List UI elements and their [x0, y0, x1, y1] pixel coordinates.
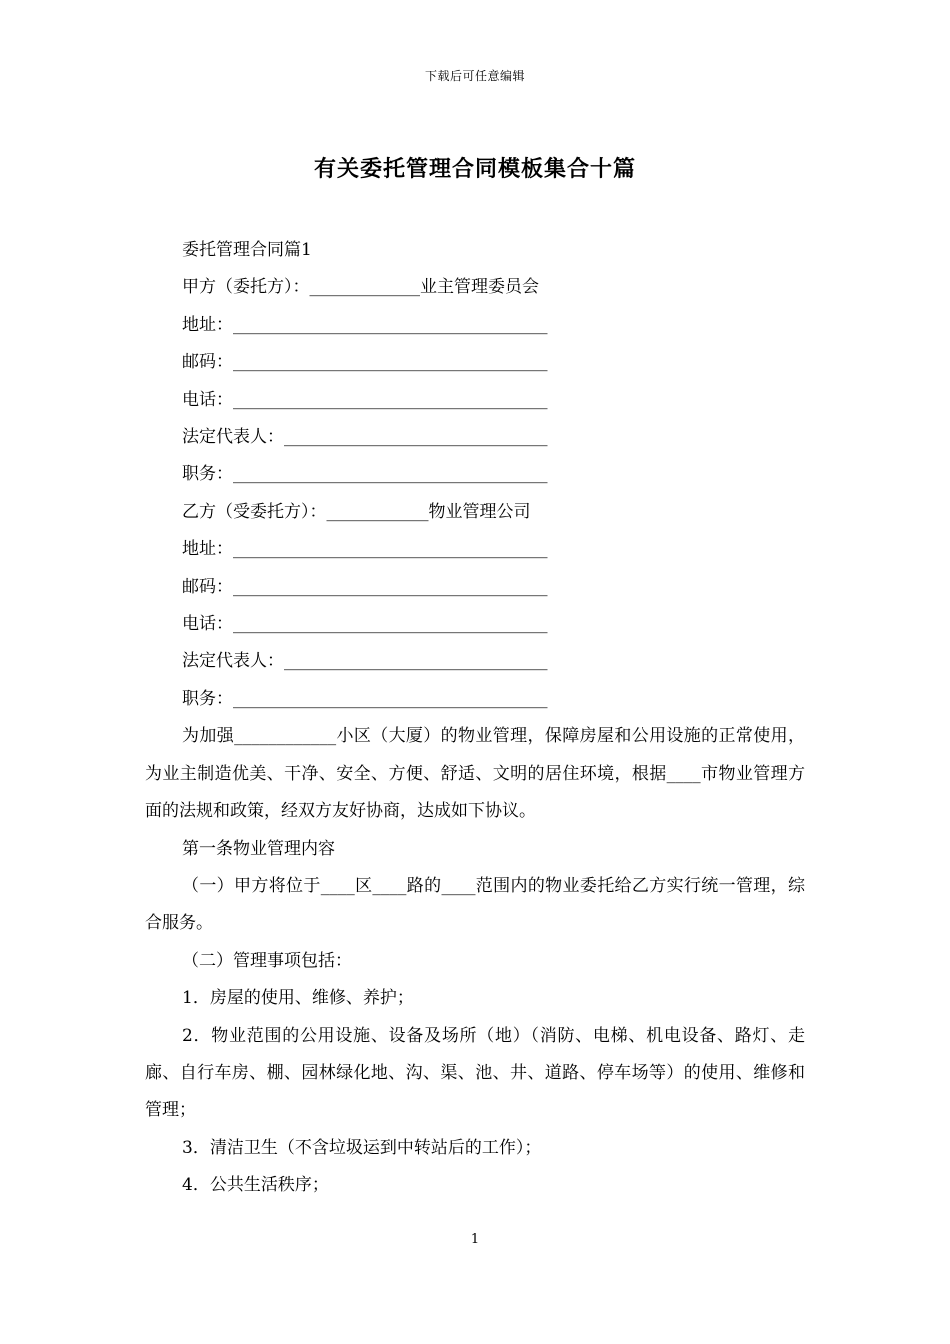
party-a-position: 职务：_____________________________________: [182, 464, 548, 485]
party-b-phone: 电话：_____________________________________: [182, 614, 548, 635]
item-4: 4．公共生活秩序；: [182, 1175, 329, 1196]
article-1-heading: 第一条物业管理内容: [182, 838, 335, 859]
intro-paragraph: 为加强____________小区（大厦）的物业管理，保障房屋和公用设施的正常使用，为业主制造优美、干净、安全、方便、舒适、文明的居住环境，根据____市物业管理方面的法规和政策，经双方友好协商，达成如下协议。: [145, 726, 805, 822]
document-title: 有关委托管理合同模板集合十篇: [313, 156, 636, 182]
party-a-address: 地址：_____________________________________: [182, 314, 548, 335]
party-b-address: 地址：_____________________________________: [182, 539, 548, 560]
party-b-position: 职务：_____________________________________: [182, 688, 548, 709]
party-b-postcode: 邮码：_____________________________________: [182, 576, 548, 597]
item-3: 3．清洁卫生（不含垃圾运到中转站后的工作）；: [182, 1137, 542, 1158]
party-a-phone: 电话：_____________________________________: [182, 389, 548, 410]
clause-1: （一）甲方将位于____区____路的____范围内的物业委托给乙方实行统一管理，综合服务。: [145, 875, 805, 934]
party-a-postcode: 邮码：_____________________________________: [182, 352, 548, 373]
party-b-legal-rep: 法定代表人：_______________________________: [182, 651, 548, 672]
party-a-label: 甲方（委托方）：_____________业主管理委员会: [182, 277, 539, 298]
header-note: 下载后可任意编辑: [424, 69, 525, 83]
item-1: 1．房屋的使用、维修、养护；: [182, 988, 414, 1009]
document-body: [145, 232, 805, 1205]
party-b-label: 乙方（受委托方）：____________物业管理公司: [182, 501, 531, 522]
section-heading: 委托管理合同篇1: [182, 240, 312, 260]
page-number: 1: [470, 1232, 480, 1247]
party-a-legal-rep: 法定代表人：_______________________________: [182, 427, 548, 448]
item-2: 2．物业范围的公用设施、设备及场所（地）（消防、电梯、机电设备、路灯、走廊、自行车房、棚、园林绿化地、沟、渠、池、井、道路、停车场等）的使用、维修和管理；: [145, 1025, 805, 1121]
clause-2: （二）管理事项包括：: [182, 950, 352, 971]
